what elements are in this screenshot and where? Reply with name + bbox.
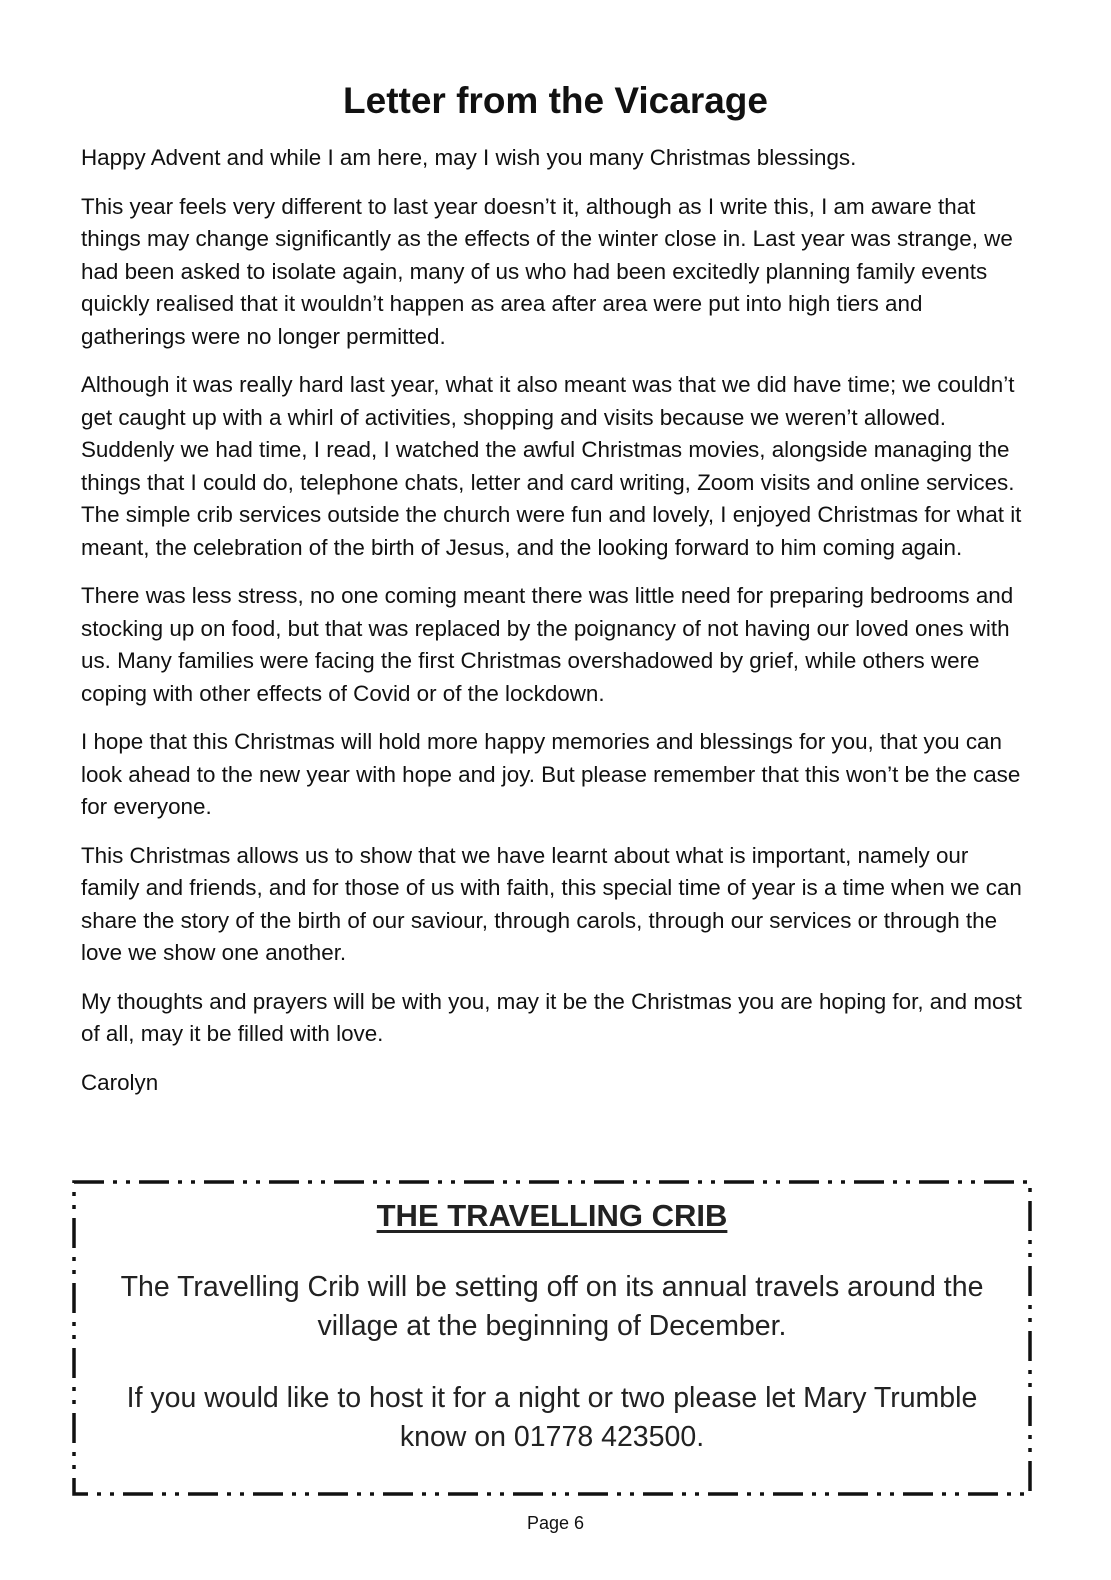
page-number: Page 6: [526, 1513, 585, 1533]
letter-paragraph: My thoughts and prayers will be with you, may it be the Christmas you are hoping for, and most of all, may it be filled with love.: [81, 988, 1022, 1046]
letter-paragraph: There was less stress, no one coming meant there was little need for preparing bedrooms and stocking up on food, but that was replaced by the poignancy of not having our loved ones with us. Many families were facing the first Christmas overshadowed by grief, while others were coping with other effects of Covid or of the lockdown.: [81, 583, 1014, 706]
letter-paragraph: Happy Advent and while I am here, may I wish you many Christmas blessings.: [81, 145, 857, 170]
letter-body: [81, 142, 1031, 1115]
letter-paragraph: I hope that this Christmas will hold more happy memories and blessings for you, that you can look ahead to the new year with hope and joy. But please remember that this won’t be the case for everyone.: [81, 729, 1021, 819]
page-title: Letter from the Vicarage: [343, 80, 768, 121]
travelling-crib-box: [72, 1180, 1032, 1496]
letter-paragraph: Although it was really hard last year, what it also meant was that we did have time; we couldn’t get caught up with a whirl of activities, shopping and visits because we weren’t allowed. Suddenly we had time, I read, I watched the awful Christmas movies, alongside managing the things that I could do, telephone chats, letter and card writing, Zoom visits and online services. The simple crib services outside the church were fun and lovely, I enjoyed Christmas for what it meant, the celebration of the birth of Jesus, and the looking forward to him coming again.: [81, 372, 1022, 560]
crib-paragraph: The Travelling Crib will be setting off on its annual travels around the village at the beginning of December.: [120, 1271, 984, 1342]
letter-paragraph: This Christmas allows us to show that we have learnt about what is important, namely our family and friends, and for those of us with faith, this special time of year is a time when we can share the story of the birth of our saviour, through carols, through our services or through the love we show one another.: [81, 842, 1022, 965]
crib-title: THE TRAVELLING CRIB: [376, 1198, 728, 1233]
crib-paragraph: If you would like to host it for a night or two please let Mary Trumble know on 01778 423500.: [126, 1382, 978, 1453]
letter-paragraph: This year feels very different to last year doesn’t it, although as I write this, I am aware that things may change significantly as the effects of the winter close in. Last year was strange, we had been asked to isolate again, many of us who had been excitedly planning family events quickly realised that it wouldn’t happen as area after area were put into high tiers and gatherings were no longer permitted.: [81, 193, 1013, 349]
letter-signature: Carolyn: [81, 1069, 159, 1095]
